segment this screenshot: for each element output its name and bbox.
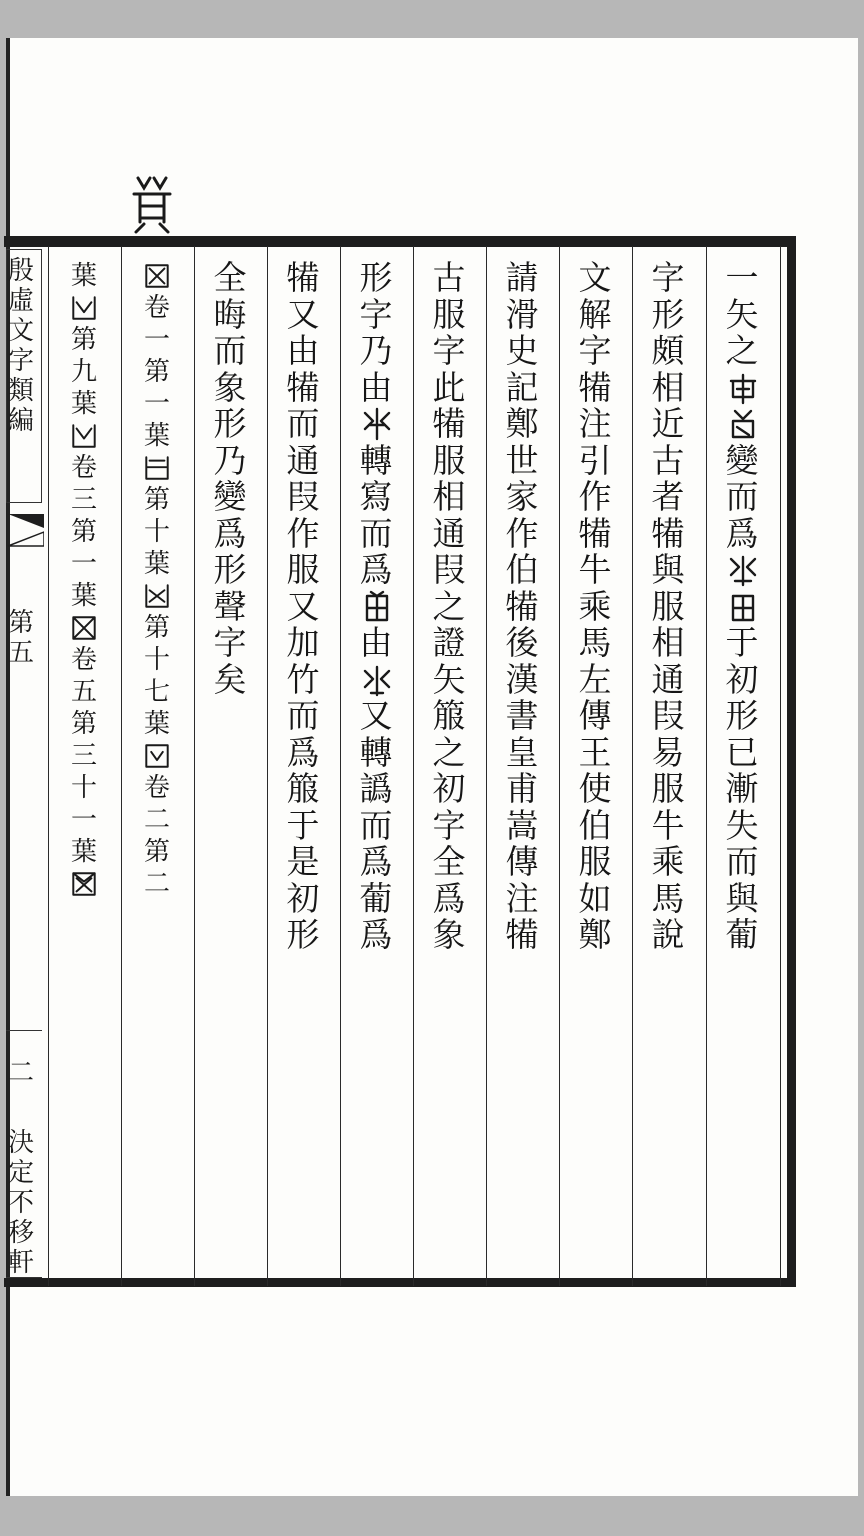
- oracle-bone-glyph-bei3: [724, 553, 760, 587]
- char: 犕: [505, 586, 539, 626]
- char: 馬: [651, 878, 685, 918]
- text-column: [492, 260, 552, 954]
- char: 而: [213, 331, 247, 370]
- column-rule: [780, 246, 781, 1286]
- char: 與: [651, 550, 685, 589]
- column-rule: [48, 246, 49, 1286]
- oracle-bone-glyph-ref6: [69, 422, 99, 450]
- char: 書: [505, 696, 539, 735]
- char: 叚: [286, 477, 320, 516]
- oracle-bone-glyph-bei1: [724, 371, 760, 405]
- char: 葡: [725, 915, 759, 954]
- char: 服: [578, 842, 612, 881]
- char: 葉: [70, 837, 97, 867]
- char: 爲: [432, 878, 466, 918]
- char: 一: [70, 805, 97, 835]
- char: 世: [505, 440, 539, 480]
- char: 形: [286, 915, 320, 954]
- char: 于: [725, 623, 759, 662]
- char: 作: [286, 513, 320, 553]
- char: 傳: [578, 696, 612, 735]
- oracle-bone-glyph-bei5: [358, 407, 394, 441]
- char: 形: [213, 404, 247, 443]
- char: 服: [432, 440, 466, 480]
- char: 通: [651, 659, 685, 699]
- char: 失: [725, 805, 759, 845]
- char: 一: [70, 549, 97, 579]
- char: 字: [432, 805, 466, 845]
- char: 使: [578, 769, 612, 808]
- char: 全: [432, 842, 466, 881]
- char: 乘: [651, 842, 685, 881]
- char: 譌: [359, 769, 393, 808]
- char: 十: [70, 773, 97, 803]
- char: 相: [432, 477, 466, 516]
- char: 爲: [213, 513, 247, 553]
- char: 嵩: [505, 805, 539, 845]
- char: 相: [651, 623, 685, 662]
- oracle-bone-glyph-bei7: [358, 663, 394, 697]
- char: 漢: [505, 659, 539, 699]
- column-rule: [267, 246, 268, 1286]
- char: 又: [286, 294, 320, 334]
- char: 犕: [432, 404, 466, 443]
- char: 字: [578, 331, 612, 370]
- char: 寫: [359, 477, 393, 516]
- char: 箙: [286, 769, 320, 808]
- reference-column: [136, 260, 178, 900]
- char: 形: [725, 696, 759, 735]
- char: 十: [143, 645, 170, 675]
- oracle-bone-glyph-head: [128, 170, 176, 238]
- char: 伯: [578, 805, 612, 845]
- char: 服: [651, 586, 685, 626]
- char: 叚: [651, 696, 685, 735]
- char: 初: [725, 659, 759, 699]
- char: 而: [359, 805, 393, 845]
- oracle-bone-glyph-ref2: [142, 454, 172, 482]
- column-rule: [194, 246, 195, 1286]
- char: 一: [143, 389, 170, 419]
- char: 馬: [578, 623, 612, 662]
- text-column: [346, 260, 406, 954]
- text-column: [712, 260, 772, 954]
- char: 注: [505, 878, 539, 918]
- char: 引: [578, 440, 612, 480]
- char: 爲: [359, 550, 393, 589]
- char: 葉: [143, 421, 170, 451]
- char: 箙: [432, 696, 466, 735]
- char: 第: [143, 837, 170, 867]
- char: 頗: [651, 331, 685, 370]
- char: 二: [143, 869, 170, 899]
- text-column: [200, 260, 260, 698]
- oracle-bone-glyph-bei4: [724, 590, 760, 624]
- char: 卷: [70, 645, 97, 675]
- char: 皇: [505, 732, 539, 772]
- text-column: [273, 260, 333, 954]
- char: 而: [359, 513, 393, 553]
- column-rule: [706, 246, 707, 1286]
- char: 七: [143, 677, 170, 707]
- char: 矢: [432, 659, 466, 699]
- char: 一: [725, 258, 759, 297]
- char: 字: [432, 331, 466, 370]
- oracle-bone-glyph-ref3: [142, 582, 172, 610]
- oracle-bone-glyph-ref5: [69, 294, 99, 322]
- char: 爲: [359, 842, 393, 881]
- text-column: [419, 260, 479, 954]
- char: 甫: [505, 769, 539, 808]
- char: 卷: [70, 453, 97, 483]
- char: 犕: [651, 513, 685, 553]
- char: 第: [70, 709, 97, 739]
- char: 古: [651, 440, 685, 480]
- char: 矣: [213, 659, 247, 699]
- char: 後: [505, 623, 539, 662]
- char: 第: [70, 517, 97, 547]
- char: 變: [213, 477, 247, 516]
- char: 注: [578, 404, 612, 443]
- viewer-bottom-band: [0, 1496, 864, 1536]
- char: 矢: [725, 294, 759, 334]
- char: 已: [725, 732, 759, 772]
- char: 竹: [286, 659, 320, 699]
- char: 形: [213, 550, 247, 589]
- char: 加: [286, 623, 320, 662]
- char: 爲: [286, 732, 320, 772]
- char: 葉: [143, 549, 170, 579]
- char: 由: [286, 331, 320, 370]
- char: 說: [651, 915, 685, 954]
- char: 服: [432, 294, 466, 334]
- char: 傳: [505, 842, 539, 881]
- char: 相: [651, 367, 685, 407]
- char: 牛: [651, 805, 685, 845]
- char: 漸: [725, 769, 759, 808]
- char: 如: [578, 878, 612, 918]
- text-column: [638, 260, 698, 954]
- char: 象: [432, 915, 466, 954]
- char: 而: [725, 477, 759, 516]
- oracle-bone-glyph-ref4: [142, 742, 172, 770]
- reference-column: [63, 260, 105, 900]
- char: 第: [143, 357, 170, 387]
- char: 爲: [359, 915, 393, 954]
- char: 二: [143, 805, 170, 835]
- char: 字: [651, 258, 685, 297]
- char: 近: [651, 404, 685, 443]
- char: 葉: [143, 709, 170, 739]
- char: 服: [651, 769, 685, 808]
- char: 卷: [143, 773, 170, 803]
- char: 是: [286, 842, 320, 881]
- oracle-bone-glyph-ref8: [69, 870, 99, 898]
- char: 葉: [70, 389, 97, 419]
- margin-section: 第 五: [7, 608, 34, 668]
- column-rule: [413, 246, 414, 1286]
- oracle-bone-glyph-ref1: [142, 262, 172, 290]
- char: 聲: [213, 586, 247, 626]
- oracle-bone-glyph-bei6: [358, 590, 394, 624]
- oracle-bone-glyph-ref7: [69, 614, 99, 642]
- char: 作: [578, 477, 612, 516]
- char: 于: [286, 805, 320, 845]
- char: 左: [578, 659, 612, 699]
- char: 初: [432, 769, 466, 808]
- char: 服: [286, 550, 320, 589]
- fishtail-divider-icon: [4, 510, 44, 550]
- char: 犕: [578, 513, 612, 553]
- char: 第: [70, 325, 97, 355]
- char: 史: [505, 331, 539, 370]
- char: 通: [286, 440, 320, 480]
- char: 古: [432, 258, 466, 297]
- char: 而: [286, 696, 320, 735]
- char: 犕: [505, 915, 539, 954]
- char: 象: [213, 367, 247, 407]
- char: 乃: [359, 331, 393, 370]
- char: 之: [725, 331, 759, 370]
- margin-title: 殷 虛 文 字 類 編: [7, 256, 34, 436]
- char: 鄭: [578, 915, 612, 954]
- char: 初: [286, 878, 320, 918]
- char: 三: [70, 485, 97, 515]
- char: 犕: [286, 367, 320, 407]
- char: 家: [505, 477, 539, 516]
- char: 轉: [359, 732, 393, 772]
- char: 字: [213, 623, 247, 662]
- char: 滑: [505, 294, 539, 334]
- char: 轉: [359, 440, 393, 480]
- char: 之: [432, 586, 466, 626]
- char: 又: [286, 586, 320, 626]
- char: 一: [143, 325, 170, 355]
- char: 第: [143, 485, 170, 515]
- char: 全: [213, 258, 247, 297]
- char: 之: [432, 732, 466, 772]
- char: 乘: [578, 586, 612, 626]
- char: 第: [143, 613, 170, 643]
- char: 牛: [578, 550, 612, 589]
- char: 記: [505, 367, 539, 407]
- text-column: [565, 260, 625, 954]
- char: 卷: [143, 293, 170, 323]
- char: 叚: [432, 550, 466, 589]
- char: 葉: [70, 581, 97, 611]
- char: 作: [505, 513, 539, 553]
- char: 三: [70, 741, 97, 771]
- char: 由: [359, 623, 393, 662]
- char: 證: [432, 623, 466, 662]
- char: 此: [432, 367, 466, 407]
- char: 者: [651, 477, 685, 516]
- char: 爲: [725, 513, 759, 553]
- char: 晦: [213, 294, 247, 334]
- char: 五: [70, 677, 97, 707]
- char: 又: [359, 696, 393, 735]
- margin-publisher: 決 定 不 移 軒: [7, 1128, 34, 1278]
- char: 王: [578, 732, 612, 772]
- oracle-bone-glyph-bei2: [724, 407, 760, 441]
- char: 解: [578, 294, 612, 334]
- char: 葉: [70, 261, 97, 291]
- char: 由: [359, 367, 393, 407]
- char: 犕: [578, 367, 612, 407]
- char: 易: [651, 732, 685, 772]
- column-rule: [340, 246, 341, 1286]
- char: 十: [143, 517, 170, 547]
- char: 與: [725, 878, 759, 918]
- column-rule: [121, 246, 122, 1286]
- char: 形: [651, 294, 685, 334]
- column-rule: [559, 246, 560, 1286]
- char: 葡: [359, 878, 393, 918]
- margin-folio: 二: [7, 1058, 34, 1088]
- column-rule: [632, 246, 633, 1286]
- char: 伯: [505, 550, 539, 589]
- char: 形: [359, 258, 393, 297]
- char: 通: [432, 513, 466, 553]
- char: 而: [286, 404, 320, 443]
- char: 乃: [213, 440, 247, 480]
- column-rule: [486, 246, 487, 1286]
- char: 犕: [286, 258, 320, 297]
- char: 文: [578, 258, 612, 297]
- char: 變: [725, 440, 759, 480]
- char: 請: [505, 258, 539, 297]
- char: 九: [70, 357, 97, 387]
- char: 鄭: [505, 404, 539, 443]
- char: 字: [359, 294, 393, 334]
- char: 而: [725, 842, 759, 881]
